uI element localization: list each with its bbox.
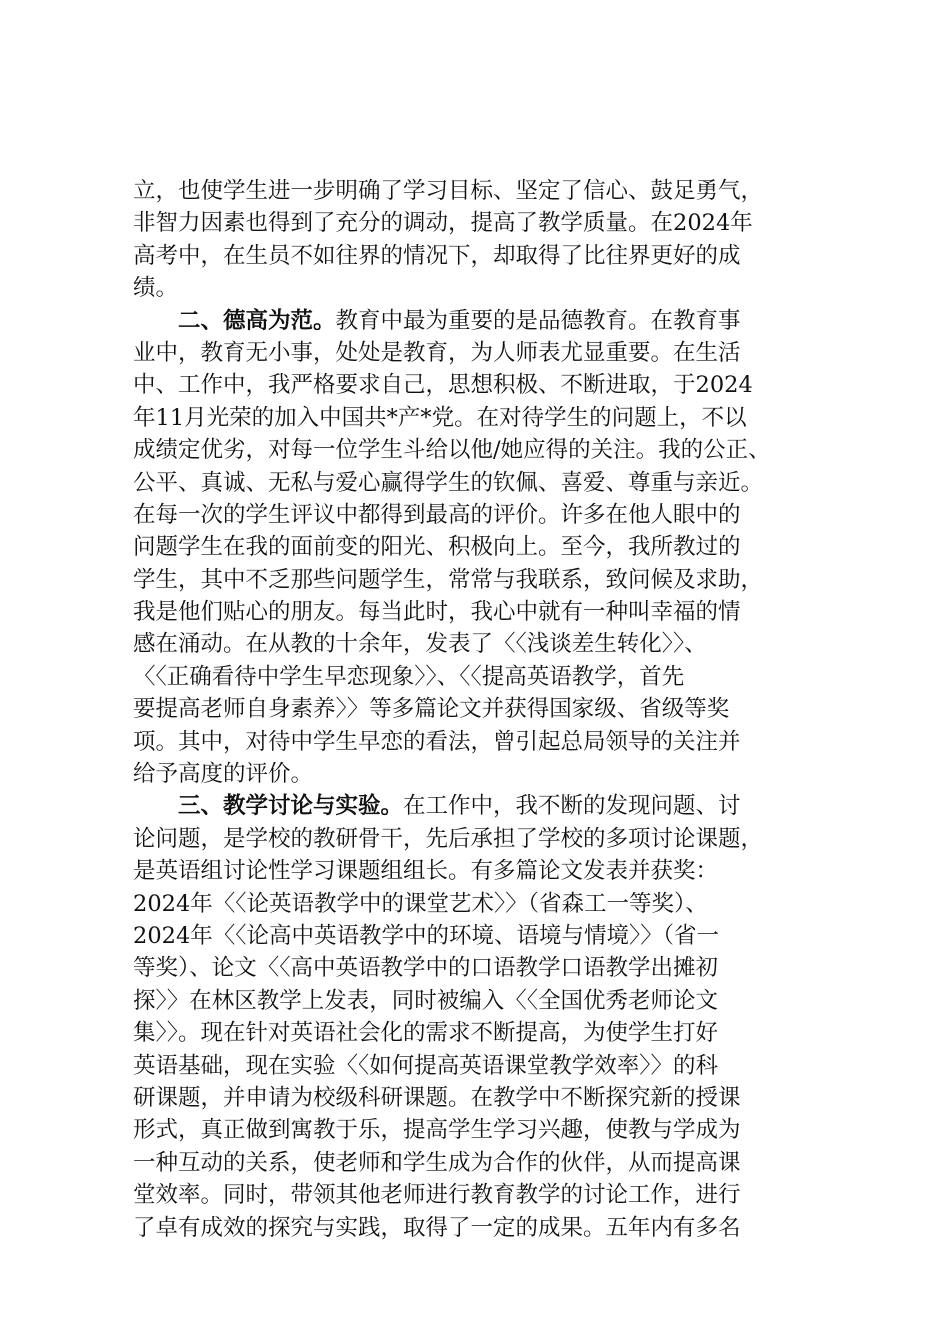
- line-text: 我是他们贴心的朋友。每当此时，我心中就有一种叫幸福的情: [133, 599, 741, 626]
- text-line: [133, 467, 833, 499]
- text-line: [133, 1017, 833, 1049]
- line-text: 英语基础，现在实验〈〈如何提高英语课堂教学效率〉〉的科: [133, 1052, 719, 1079]
- section-first-line: [133, 305, 833, 337]
- text-line: [133, 628, 833, 660]
- text-line: [133, 240, 833, 272]
- line-text: 非智力因素也得到了充分的调动，提高了教学质量。在2024年: [133, 210, 753, 237]
- text-line: [133, 434, 833, 466]
- text-line: [133, 758, 833, 790]
- line-text: 学生，其中不乏那些问题学生，常常与我联系，致问候及求助，: [133, 566, 764, 593]
- line-text: 中、工作中，我严格要求自己，思想积极、不断进取，于2024: [133, 372, 753, 399]
- text-line: [133, 855, 833, 887]
- line-text: 在每一次的学生评议中都得到最高的评价。许多在他人眼中的: [133, 501, 741, 528]
- section-heading: 二、德高为范。: [178, 307, 336, 334]
- text-line: [133, 272, 833, 304]
- line-text: 给予高度的评价。: [133, 761, 314, 788]
- line-text: 形式，真正做到寓教于乐，提高学生学习兴趣，使教与学成为: [133, 1117, 741, 1144]
- line-text: 2024年〈〈论英语教学中的课堂艺术〉〉（省森工一等奖）、: [133, 890, 708, 917]
- line-text: 教育中最为重要的是品德教育。在教育事: [335, 307, 741, 334]
- text-line: [133, 1179, 833, 1211]
- line-text: 探〉〉在林区教学上发表，同时被编入〈〈全国优秀老师论文: [133, 987, 719, 1014]
- line-text: 绩。: [133, 275, 179, 302]
- line-text: 年11月光荣的加入中国共*产*党。在对待学生的问题上，不以: [133, 404, 747, 431]
- line-text: 要提高老师自身素养〉〉等多篇论文并获得国家级、省级等奖: [133, 696, 730, 723]
- line-text: 感在涌动。在从教的十余年，发表了〈〈浅谈差生转化〉〉、: [133, 631, 707, 658]
- text-line: [133, 952, 833, 984]
- line-text: 等奖）、论文〈〈高中英语教学中的口语教学口语教学出摊初: [133, 955, 719, 982]
- line-text: 研课题，并申请为校级科研课题。在教学中不断探究新的授课: [133, 1084, 741, 1111]
- line-text: 一种互动的关系，使老师和学生成为合作的伙伴，从而提高课: [133, 1149, 741, 1176]
- text-line: [133, 175, 833, 207]
- text-line: [133, 369, 833, 401]
- text-line: [133, 693, 833, 725]
- line-text: 公平、真诚、无私与爱心赢得学生的钦佩、喜爱、尊重与亲近。: [133, 469, 764, 496]
- text-line: [133, 207, 833, 239]
- line-text: 高考中，在生员不如往界的情况下，却取得了比往界更好的成: [133, 242, 741, 269]
- line-text: 问题学生在我的面前变的阳光、积极向上。至今，我所教过的: [133, 534, 741, 561]
- line-text: 是英语组讨论性学习课题组组长。有多篇论文发表并获奖：: [133, 858, 719, 885]
- text-line: [133, 402, 833, 434]
- line-text: 论问题，是学校的教研骨干，先后承担了学校的多项讨论课题，: [133, 825, 764, 852]
- text-line: [133, 661, 833, 693]
- text-line: [133, 1212, 833, 1244]
- document-body: [133, 175, 833, 1244]
- text-line: [133, 1147, 833, 1179]
- text-line: [133, 1050, 833, 1082]
- text-line: [133, 726, 833, 758]
- line-text: 项。其中，对待中学生早恋的看法，曾引起总局领导的关注并: [133, 728, 741, 755]
- text-line: [133, 499, 833, 531]
- line-text: 2024年〈〈论高中英语教学中的环境、语境与情境〉〉（省一: [133, 922, 720, 949]
- text-line: [133, 888, 833, 920]
- section-heading: 三、教学讨论与实验。: [178, 793, 404, 820]
- text-line: [133, 337, 833, 369]
- text-line: [133, 596, 833, 628]
- line-text: 在工作中，我不断的发现问题、讨: [403, 793, 741, 820]
- line-text: 集〉〉。现在针对英语社会化的需求不断提高，为使学生打好: [133, 1020, 719, 1047]
- text-line: [133, 823, 833, 855]
- line-text: 立，也使学生进一步明确了学习目标、坚定了信心、鼓足勇气，: [133, 178, 764, 204]
- line-text: 堂效率。同时，带领其他老师进行教育教学的讨论工作，进行: [133, 1182, 741, 1209]
- text-line: [133, 1114, 833, 1146]
- text-line: [133, 920, 833, 952]
- text-line: [133, 1082, 833, 1114]
- line-text: 业中，教育无小事，处处是教育，为人师表尤显重要。在生活: [133, 339, 741, 366]
- text-line: [133, 985, 833, 1017]
- line-text: 〈〈正确看待中学生早恋现象〉〉、〈〈提高英语教学，首先: [133, 663, 685, 690]
- line-text: 成绩定优劣，对每一位学生斗给以他/她应得的关注。我的公正、: [133, 437, 771, 464]
- text-line: [133, 531, 833, 563]
- section-first-line: [133, 790, 833, 822]
- line-text: 了卓有成效的探究与实践，取得了一定的成果。五年内有多名: [133, 1214, 741, 1241]
- text-line: [133, 564, 833, 596]
